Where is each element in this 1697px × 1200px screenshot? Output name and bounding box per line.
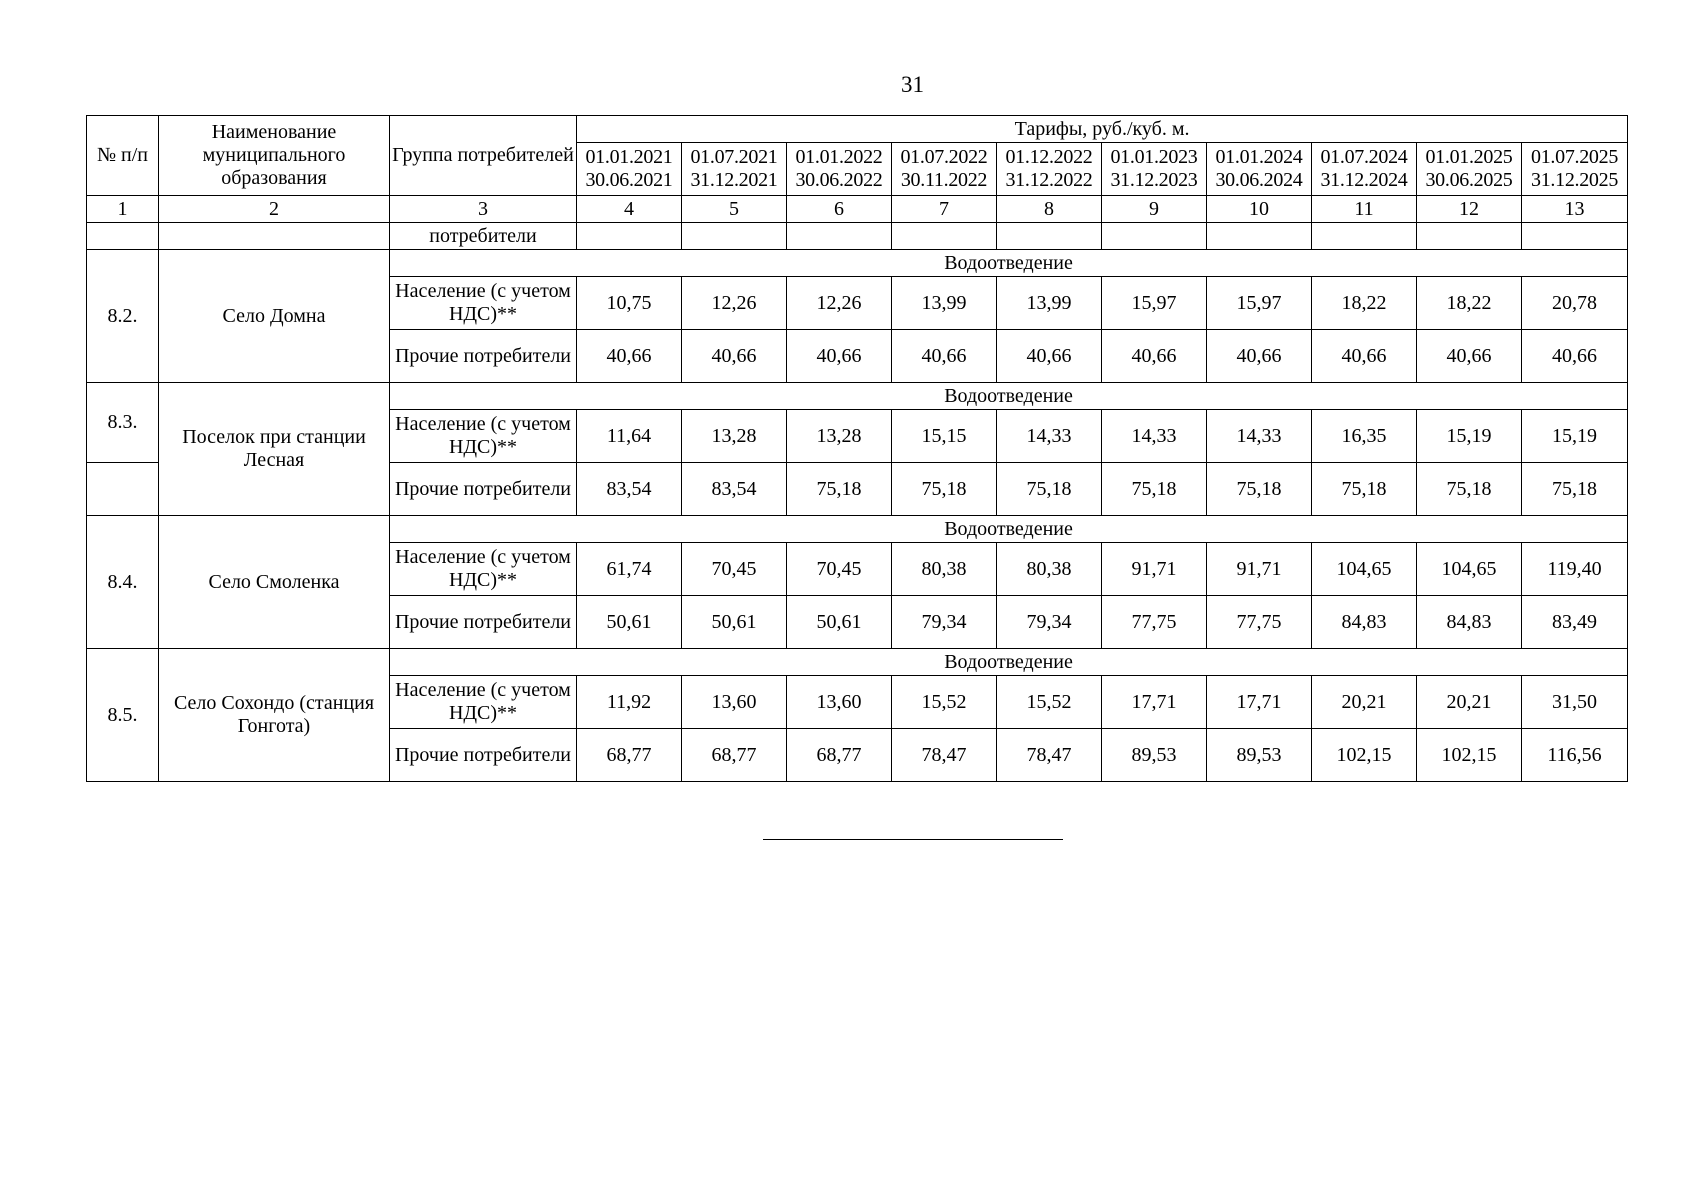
tariff-value: 15,52: [892, 676, 997, 729]
tariff-value: 84,83: [1312, 596, 1417, 649]
tariff-value: 116,56: [1522, 729, 1628, 782]
column-number: 1: [87, 196, 159, 223]
consumer-group-other: Прочие потребители: [390, 463, 577, 516]
period-from: 01.07.2024: [1320, 146, 1408, 168]
period-to: 30.06.2025: [1425, 169, 1513, 191]
column-number: 13: [1522, 196, 1628, 223]
tariff-value: 13,60: [787, 676, 892, 729]
tariff-value: 80,38: [892, 543, 997, 596]
empty-cell: [892, 223, 997, 250]
tariff-value: 12,26: [682, 277, 787, 330]
period-from: 01.01.2023: [1110, 146, 1198, 168]
tariff-value: 70,45: [682, 543, 787, 596]
period-from: 01.07.2025: [1531, 146, 1619, 168]
period-to: 31.12.2022: [1005, 169, 1093, 191]
period-header: [997, 143, 1102, 196]
tariff-value: 75,18: [1312, 463, 1417, 516]
column-number: 12: [1417, 196, 1522, 223]
tariff-value: 61,74: [577, 543, 682, 596]
tariff-value: 78,47: [997, 729, 1102, 782]
tariff-value: 84,83: [1417, 596, 1522, 649]
period-from: 01.07.2021: [690, 146, 778, 168]
period-from: 01.01.2024: [1215, 146, 1303, 168]
tariff-value: 83,54: [577, 463, 682, 516]
tariff-value: 70,45: [787, 543, 892, 596]
period-header: [577, 143, 682, 196]
empty-cell: [1207, 223, 1312, 250]
tariff-value: 13,99: [892, 277, 997, 330]
column-number: 4: [577, 196, 682, 223]
tariff-value: 75,18: [787, 463, 892, 516]
tariff-value: 15,19: [1522, 410, 1628, 463]
tariff-value: 89,53: [1207, 729, 1312, 782]
header-num: № п/п: [87, 116, 159, 196]
tariff-value: 15,19: [1417, 410, 1522, 463]
tariff-value: 75,18: [1207, 463, 1312, 516]
continuation-num: [87, 223, 159, 250]
period-to: 30.06.2021: [585, 169, 673, 191]
header-group: Группа потребителей: [390, 116, 577, 196]
tariff-value: 91,71: [1207, 543, 1312, 596]
tariff-value: 14,33: [997, 410, 1102, 463]
period-from: 01.07.2022: [900, 146, 988, 168]
service-row: [87, 516, 1628, 543]
empty-cell: [1312, 223, 1417, 250]
tariff-value: 79,34: [997, 596, 1102, 649]
consumer-group-population: Население (с учетом НДС)**: [390, 277, 577, 330]
tariff-value: 75,18: [1522, 463, 1628, 516]
column-number: 7: [892, 196, 997, 223]
tariff-value: 80,38: [997, 543, 1102, 596]
page-number: 31: [901, 72, 924, 97]
tariff-value: 31,50: [1522, 676, 1628, 729]
tariff-value: 10,75: [577, 277, 682, 330]
tariff-value: 13,99: [997, 277, 1102, 330]
consumer-group-population: Население (с учетом НДС)**: [390, 543, 577, 596]
period-header: [787, 143, 892, 196]
service-row: [87, 383, 1628, 410]
tariff-value: 16,35: [1312, 410, 1417, 463]
tariff-value: 40,66: [1417, 330, 1522, 383]
tariff-value: 17,71: [1207, 676, 1312, 729]
row-number: 8.5.: [87, 649, 159, 782]
municipality-name: Село Домна: [159, 250, 390, 383]
municipality-name: Село Смоленка: [159, 516, 390, 649]
tariff-value: 12,26: [787, 277, 892, 330]
column-number: 2: [159, 196, 390, 223]
continuation-group: потребители: [390, 223, 577, 250]
tariff-value: 91,71: [1102, 543, 1207, 596]
period-header: [1312, 143, 1417, 196]
tariff-value: 13,28: [787, 410, 892, 463]
column-numbers-row: [87, 196, 1628, 223]
row-number: 8.2.: [87, 250, 159, 383]
tariff-value: 75,18: [1417, 463, 1522, 516]
period-header: [682, 143, 787, 196]
consumer-group-other: Прочие потребители: [390, 596, 577, 649]
tariff-value: 89,53: [1102, 729, 1207, 782]
municipality-name: Поселок при станции Лесная: [159, 383, 390, 516]
header-row: [87, 116, 1628, 143]
continuation-row: [87, 223, 1628, 250]
tariff-value: 17,71: [1102, 676, 1207, 729]
tariff-value: 15,52: [997, 676, 1102, 729]
service-label: Водоотведение: [390, 516, 1628, 543]
tariff-value: 50,61: [577, 596, 682, 649]
period-to: 30.11.2022: [900, 169, 988, 191]
tariff-value: 104,65: [1312, 543, 1417, 596]
tariff-value: 102,15: [1312, 729, 1417, 782]
tariff-value: 15,97: [1102, 277, 1207, 330]
empty-cell: [787, 223, 892, 250]
period-from: 01.01.2021: [585, 146, 673, 168]
header-tariffs-title: Тарифы, руб./куб. м.: [577, 116, 1628, 143]
period-to: 31.12.2025: [1531, 169, 1619, 191]
consumer-group-population: Население (с учетом НДС)**: [390, 410, 577, 463]
tariff-value: 75,18: [1102, 463, 1207, 516]
tariff-value: 40,66: [1312, 330, 1417, 383]
header-name: Наименование муниципального образования: [159, 116, 390, 196]
tariff-value: 13,60: [682, 676, 787, 729]
period-to: 30.06.2024: [1215, 169, 1303, 191]
tariff-value: 40,66: [577, 330, 682, 383]
service-label: Водоотведение: [390, 649, 1628, 676]
column-number: 10: [1207, 196, 1312, 223]
tariff-value: 15,97: [1207, 277, 1312, 330]
tariff-value: 78,47: [892, 729, 997, 782]
tariff-value: 104,65: [1417, 543, 1522, 596]
consumer-group-other: Прочие потребители: [390, 729, 577, 782]
empty-cell: [1522, 223, 1628, 250]
empty-cell: [1102, 223, 1207, 250]
period-header: [1102, 143, 1207, 196]
tariff-value: 77,75: [1207, 596, 1312, 649]
tariff-value: 11,64: [577, 410, 682, 463]
period-to: 30.06.2022: [795, 169, 883, 191]
tariff-value: 40,66: [892, 330, 997, 383]
tariff-value: 68,77: [682, 729, 787, 782]
tariff-value: 20,21: [1417, 676, 1522, 729]
tariff-value: 20,21: [1312, 676, 1417, 729]
period-header: [1522, 143, 1628, 196]
column-number: 11: [1312, 196, 1417, 223]
column-number: 8: [997, 196, 1102, 223]
tariff-table: [86, 115, 1628, 782]
tariff-value: 14,33: [1207, 410, 1312, 463]
tariff-value: 40,66: [787, 330, 892, 383]
tariff-value: 15,15: [892, 410, 997, 463]
tariff-value: 40,66: [1522, 330, 1628, 383]
column-number: 6: [787, 196, 892, 223]
period-from: 01.12.2022: [1005, 146, 1093, 168]
tariff-value: 102,15: [1417, 729, 1522, 782]
consumer-group-other: Прочие потребители: [390, 330, 577, 383]
tariff-value: 40,66: [682, 330, 787, 383]
period-header: [892, 143, 997, 196]
tariff-value: 13,28: [682, 410, 787, 463]
empty-cell: [1417, 223, 1522, 250]
tariff-value: 14,33: [1102, 410, 1207, 463]
tariff-value: 40,66: [1102, 330, 1207, 383]
service-row: [87, 250, 1628, 277]
row-number: 8.4.: [87, 516, 159, 649]
empty-cell: [997, 223, 1102, 250]
tariff-value: 79,34: [892, 596, 997, 649]
tariff-value: 83,49: [1522, 596, 1628, 649]
tariff-value: 75,18: [997, 463, 1102, 516]
period-header: [1417, 143, 1522, 196]
tariff-value: 77,75: [1102, 596, 1207, 649]
consumer-group-population: Население (с учетом НДС)**: [390, 676, 577, 729]
tariff-value: 83,54: [682, 463, 787, 516]
tariff-value: 50,61: [682, 596, 787, 649]
row-number-empty: [87, 463, 159, 516]
tariff-value: 50,61: [787, 596, 892, 649]
period-header: [1207, 143, 1312, 196]
tariff-value: 20,78: [1522, 277, 1628, 330]
tariff-value: 18,22: [1312, 277, 1417, 330]
period-to: 31.12.2021: [690, 169, 778, 191]
column-number: 5: [682, 196, 787, 223]
row-number: 8.3.: [87, 383, 159, 463]
period-to: 31.12.2024: [1320, 169, 1408, 191]
tariff-value: 119,40: [1522, 543, 1628, 596]
period-to: 31.12.2023: [1110, 169, 1198, 191]
tariff-value: 18,22: [1417, 277, 1522, 330]
column-number: 9: [1102, 196, 1207, 223]
service-row: [87, 649, 1628, 676]
column-number: 3: [390, 196, 577, 223]
tariff-value: 40,66: [1207, 330, 1312, 383]
tariff-value: 75,18: [892, 463, 997, 516]
end-line: [763, 839, 1063, 840]
empty-cell: [577, 223, 682, 250]
period-from: 01.01.2025: [1425, 146, 1513, 168]
tariff-value: 11,92: [577, 676, 682, 729]
tariff-value: 40,66: [997, 330, 1102, 383]
empty-cell: [682, 223, 787, 250]
tariff-value: 68,77: [577, 729, 682, 782]
period-from: 01.01.2022: [795, 146, 883, 168]
service-label: Водоотведение: [390, 383, 1628, 410]
tariff-value: 68,77: [787, 729, 892, 782]
municipality-name: Село Сохондо (станция Гонгота): [159, 649, 390, 782]
continuation-name: [159, 223, 390, 250]
service-label: Водоотведение: [390, 250, 1628, 277]
